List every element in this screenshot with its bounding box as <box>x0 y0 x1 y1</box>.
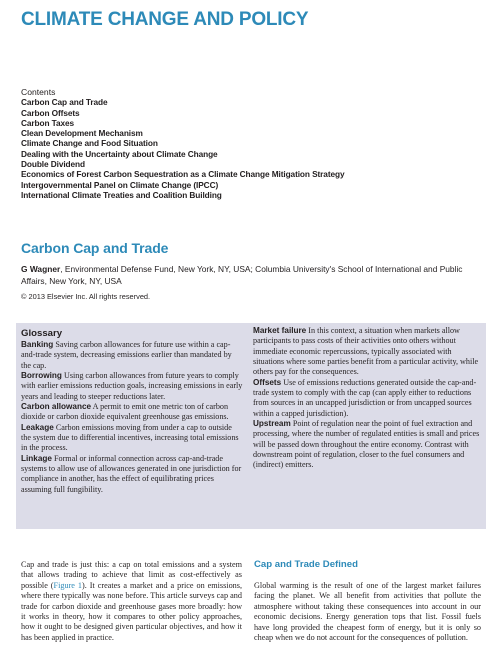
glossary-definition: Use of emissions reductions generated outside the cap-and-trade system to comply with the cap (can apply either to reductions from sources in an uncapped jurisdiction or from uncapped sources within a capped jurisdiction). <box>253 377 477 418</box>
contents-heading: Contents <box>21 87 56 97</box>
copyright-notice: © 2013 Elsevier Inc. All rights reserved. <box>21 292 151 301</box>
contents-list <box>21 97 491 200</box>
contents-item[interactable]: Double Dividend <box>21 159 85 170</box>
contents-item[interactable]: Economics of Forest Carbon Sequestration as a Climate Change Mitigation Strategy <box>21 169 345 180</box>
subheading-cap-and-trade-defined: Cap and Trade Defined <box>254 559 358 570</box>
body-paragraph-defined: Global warming is the result of one of the largest market failures facing the planet. We all benefit from activities that pollute the atmosphere without taking these consequences into account in our economic decisions. Energy generation tops that list. Fossil fuels have long provided the cheapest form of energy, but it is only so cheap when we do not account for the consequences of pollution. <box>254 581 481 643</box>
article-title: Carbon Cap and Trade <box>21 240 169 256</box>
author-line <box>21 264 481 287</box>
section-title: CLIMATE CHANGE AND POLICY <box>21 9 309 30</box>
glossary-title: Glossary <box>21 328 63 339</box>
glossary-entry <box>253 419 481 471</box>
body-text: Cap and trade is just this: a cap on total emissions and a system that allows trading to achieve that limit as cost-effectively as possible ( <box>21 560 242 590</box>
glossary-definition: Formal or informal connection across cap-and-trade systems to allow use of allowances generated in one jurisdiction for compliance in another, has the effect of equilibrating prices assuming full fungibility. <box>21 453 242 494</box>
glossary-term: Market failure <box>253 326 307 335</box>
glossary-definition: Carbon emissions moving from under a cap to outside the system due to differential incentives, increasing total emissions in the process. <box>21 422 239 453</box>
glossary-definition: A permit to emit one metric ton of carbon dioxide or carbon dioxide equivalent greenhouse gas emissions. <box>21 402 229 422</box>
glossary-term: Banking <box>21 340 54 349</box>
glossary-term: Linkage <box>21 453 52 463</box>
glossary-definition: Point of regulation near the point of fuel extraction and processing, where the number of regulated entities is small and prices will be passed down throughout the entire economy. Contrast with downstream point of regulation, closer to the fuel consumers and (indirect) emitters. <box>253 419 480 470</box>
glossary-definition: Using carbon allowances from future years to comply with earlier emissions reduction goals, increasing emissions in early years and leading to steeper reductions later. <box>21 371 243 401</box>
figure-link[interactable]: Figure 1 <box>53 580 82 590</box>
glossary-entry <box>21 371 243 402</box>
glossary-entry <box>253 378 481 419</box>
contents-item[interactable]: Dealing with the Uncertainty about Climate Change <box>21 148 218 159</box>
glossary-entry <box>21 402 243 423</box>
contents-item[interactable]: Intergovernmental Panel on Climate Change (IPCC) <box>21 179 219 190</box>
contents-item[interactable]: Carbon Taxes <box>21 117 75 128</box>
body-text: ). It creates a market and a price on emissions, where there typically was none before. This article surveys cap and trade for carbon dioxide and greenhouse gases more broadly: how it works in theory, how it compares to other policy approaches, how it ought to be designed given particular objectives, and how it has been applied in practice. <box>21 580 242 642</box>
glossary-entry <box>253 326 481 378</box>
glossary-term: Leakage <box>21 422 54 432</box>
body-paragraph-intro <box>21 560 242 643</box>
author-affiliation: , Environmental Defense Fund, New York, NY, USA; Columbia University's School of International and Public Affairs, New York, NY, USA <box>21 264 463 286</box>
contents-item[interactable]: Carbon Offsets <box>21 107 80 118</box>
contents-item[interactable]: Carbon Cap and Trade <box>21 97 108 108</box>
glossary-entry <box>21 340 243 371</box>
glossary-term: Carbon allowance <box>21 402 92 412</box>
contents-item[interactable]: International Climate Treaties and Coalition Building <box>21 189 222 200</box>
contents-item[interactable]: Climate Change and Food Situation <box>21 138 158 149</box>
glossary-entry <box>21 423 243 454</box>
contents-block <box>21 87 491 200</box>
author-name: G Wagner <box>21 264 61 274</box>
contents-item[interactable]: Clean Development Mechanism <box>21 128 143 139</box>
glossary-term: Offsets <box>253 377 282 387</box>
glossary-entry <box>21 454 243 495</box>
glossary-definition: Saving carbon allowances for future use within a cap-and-trade system, decreasing emissions earlier than mandated by the cap. <box>21 340 232 370</box>
glossary-column-left <box>21 340 243 495</box>
glossary-term: Upstream <box>253 419 291 429</box>
glossary-column-right <box>253 326 481 471</box>
glossary-definition: In this context, a situation when markets allow participants to pass costs of their activities onto others without immediate economic repercussions, typically associated with situations where some parties benefit from a particular activity, while others pay for the consequences. <box>253 326 479 377</box>
glossary-term: Borrowing <box>21 371 62 381</box>
